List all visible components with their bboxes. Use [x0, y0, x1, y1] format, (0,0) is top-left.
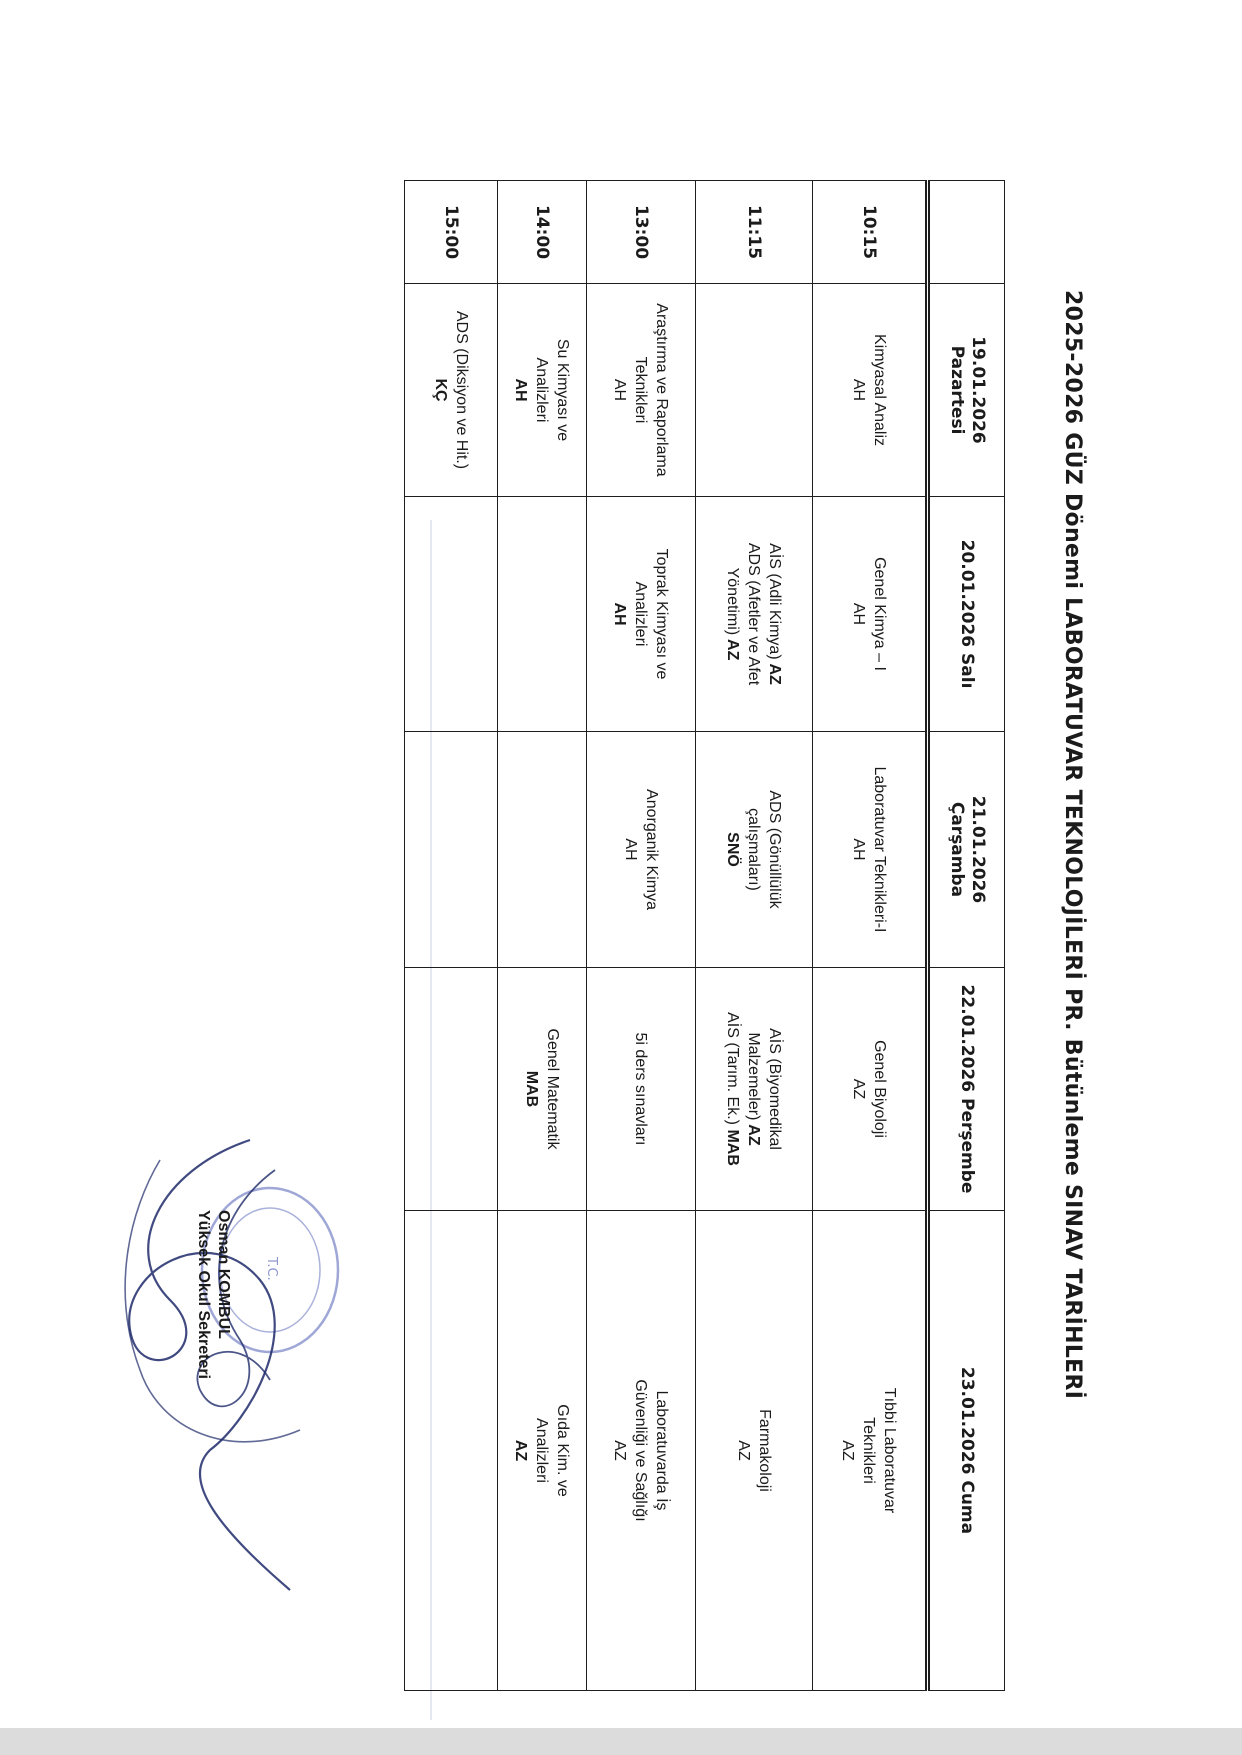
day-header: 23.01.2026 Cuma	[928, 1211, 1005, 1691]
cell-line: Gıda Kim. ve	[554, 1404, 572, 1497]
exam-cell	[696, 284, 813, 497]
exam-schedule-table	[404, 180, 1005, 1691]
cell-line: Araştırma ve Raporlama	[653, 303, 671, 477]
day-header: 20.01.2026 Salı	[928, 497, 1005, 732]
cell-line: Toprak Kimyası ve	[653, 548, 671, 680]
cell-line: SNÖ	[724, 832, 742, 867]
cell-line: ADS (Diksiyon ve Hit.)	[453, 310, 470, 470]
day-header: 22.01.2026 Perşembe	[928, 968, 1005, 1211]
cell-line: AİS (Tarım. Ek.) MAB	[724, 1012, 742, 1166]
table-row	[813, 181, 928, 1691]
exam-cell	[696, 1211, 813, 1691]
exam-cell	[696, 968, 813, 1211]
exam-cell	[405, 1211, 498, 1691]
cell-line: AZ	[850, 1078, 867, 1100]
instructor-code: AZ	[745, 1120, 763, 1146]
instructor-code: AZ	[724, 635, 742, 661]
cell-line: ADS (Gönüllülük	[766, 790, 784, 909]
table-row	[696, 181, 813, 1691]
cell-line: AH	[622, 838, 639, 861]
cell-line: AZ	[735, 1440, 752, 1461]
cell-line: Kimyasal Analiz	[871, 333, 888, 447]
exam-cell	[498, 968, 587, 1211]
exam-cell	[405, 968, 498, 1211]
table-row	[498, 181, 587, 1691]
exam-cell	[405, 284, 498, 497]
cell-line: Genel Biyoloji	[871, 1040, 888, 1138]
instructor-code: MAB	[724, 1125, 742, 1166]
cell-line: AZ	[839, 1440, 857, 1461]
cell-line: Yönetimi) AZ	[724, 567, 742, 661]
exam-cell	[696, 497, 813, 732]
cell-line: Anorganik Kimya	[643, 789, 660, 910]
exam-cell	[813, 732, 928, 968]
cell-line: Laboratuvar Teknikleri-I	[871, 766, 888, 933]
cell-line: Analizleri	[533, 1418, 551, 1483]
exam-cell	[587, 497, 696, 732]
cell-line: AZ	[611, 1440, 629, 1461]
cell-line: Teknikleri	[632, 356, 650, 424]
cell-line: Laboratuvarda İş	[653, 1390, 671, 1511]
exam-cell	[696, 732, 813, 968]
exam-cell	[405, 732, 498, 968]
day-header: 19.01.2026 Pazartesi	[928, 284, 1005, 497]
cell-line: KÇ	[432, 378, 449, 402]
rotated-page-content	[300, 180, 1100, 1690]
exam-cell	[813, 284, 928, 497]
exam-cell	[498, 284, 587, 497]
cell-line: Su Kimyası ve	[554, 338, 572, 442]
exam-cell	[813, 497, 928, 732]
cell-line: Tıbbi Laboratuvar	[881, 1387, 899, 1514]
instructor-code: AZ	[766, 659, 784, 685]
cell-line: Analizleri	[533, 357, 551, 423]
exam-cell	[813, 1211, 928, 1691]
handwritten-signature	[100, 1130, 330, 1600]
cell-line: AH	[611, 378, 629, 402]
cell-line: Güvenliği ve Sağlığı	[632, 1379, 650, 1522]
time-cell: 11:15	[696, 181, 813, 284]
cell-line: Malzemeler) AZ	[745, 1032, 763, 1146]
cell-line: Analizleri	[632, 581, 650, 647]
time-cell: 13:00	[587, 181, 696, 284]
signatory-role: Yüksek Okul Sekreteri	[195, 1210, 212, 1379]
header-corner-cell	[928, 181, 1005, 284]
day-header: 21.01.2026 Çarşamba	[928, 732, 1005, 968]
table-row	[405, 181, 498, 1691]
time-cell: 10:15	[813, 181, 928, 284]
exam-cell	[813, 968, 928, 1211]
cell-line: 5i ders sınavları	[632, 1032, 650, 1146]
exam-cell	[587, 732, 696, 968]
table-row	[587, 181, 696, 1691]
exam-cell	[498, 732, 587, 968]
cell-line: ADS (Afetler ve Afet	[745, 542, 763, 686]
cell-line: AH	[850, 602, 867, 626]
document-title: 2025-2026 GÜZ Dönemi LABORATUVAR TEKNOLOJİLERİ PR. Bütünleme SINAV TARİHLERİ	[1060, 290, 1085, 1400]
exam-cell	[405, 497, 498, 732]
cell-line: AİS (Adli Kimya) AZ	[766, 543, 784, 685]
scan-edge	[0, 1728, 1242, 1755]
exam-cell	[498, 1211, 587, 1691]
cell-line: AİS (Biyomedikal	[766, 1028, 784, 1150]
signatory-name: Osman KOMBUL	[215, 1210, 232, 1339]
time-cell: 14:00	[498, 181, 587, 284]
cell-line: AH	[850, 378, 867, 402]
cell-line: AH	[611, 602, 629, 626]
time-cell: 15:00	[405, 181, 498, 284]
cell-line: çalışmaları)	[745, 808, 763, 891]
cell-line: Teknikleri	[860, 1417, 878, 1484]
cell-line: AZ	[512, 1439, 530, 1462]
svg-text:T.C.: T.C.	[264, 1257, 279, 1281]
cell-line: AH	[512, 378, 530, 402]
exam-cell	[587, 1211, 696, 1691]
exam-cell	[587, 968, 696, 1211]
table-header-row	[928, 181, 1005, 1691]
exam-cell	[587, 284, 696, 497]
cell-line: MAB	[523, 1070, 540, 1108]
exam-cell	[498, 497, 587, 732]
cell-line: AH	[850, 838, 867, 861]
cell-line: Genel Matematik	[544, 1028, 561, 1150]
cell-line: Farmakoloji	[756, 1409, 773, 1492]
cell-line: Genel Kimya – I	[871, 557, 888, 671]
